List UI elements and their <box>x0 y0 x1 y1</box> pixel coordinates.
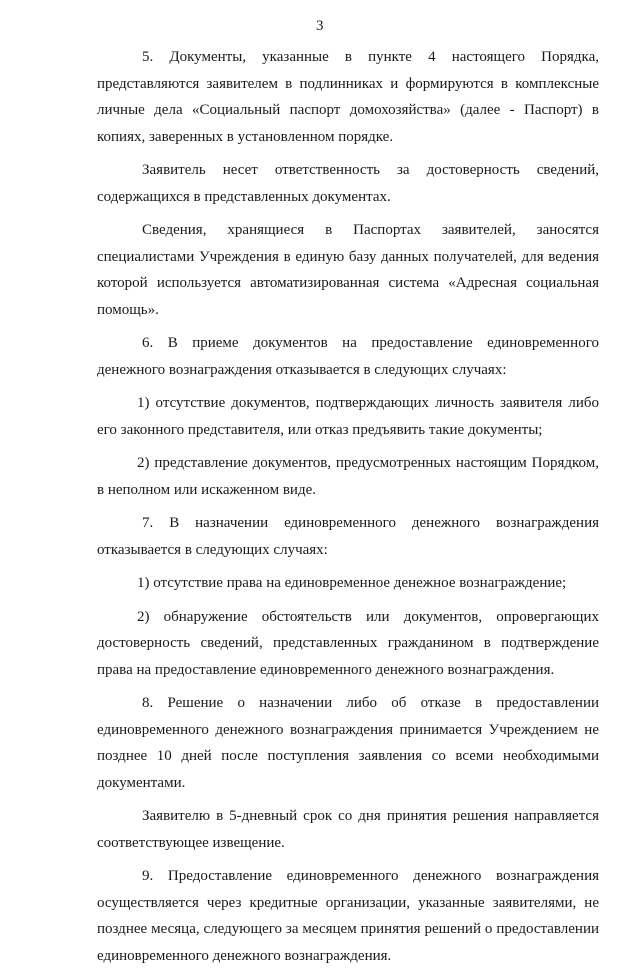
paragraph-6-refusal-intake: 6. В приеме документов на предоставление единовременного денежного вознаграждения отказывается в следующих случаях: <box>97 335 599 378</box>
paragraph-passport-data: Сведения, хранящиеся в Паспортах заявителей, заносятся специалистами Учреждения в единую базу данных получателей, для ведения которой используется автоматизированная система «Адресная социальная помощь». <box>97 222 599 318</box>
paragraph-applicant-responsibility: Заявитель несет ответственность за достоверность сведений, содержащихся в представленных документах. <box>97 162 599 205</box>
document-body <box>97 44 599 976</box>
paragraph-7-item-1: 1) отсутствие права на единовременное денежное вознаграждение; <box>137 575 567 591</box>
paragraph-9-payment: 9. Предоставление единовременного денежного вознаграждения осуществляется через кредитные организации, указанные заявителями, не позднее месяца, следующего за месяцем принятия решений о предоставлении единовременного денежного вознаграждения. <box>97 868 599 964</box>
paragraph-6-item-1: 1) отсутствие документов, подтверждающих личность заявителя либо его законного представителя, или отказ предъявить такие документы; <box>97 395 599 438</box>
paragraph-6-item-2: 2) представление документов, предусмотренных настоящим Порядком, в неполном или искаженном виде. <box>97 455 599 498</box>
paragraph-7-item-2: 2) обнаружение обстоятельств или документов, опровергающих достоверность сведений, представленных гражданином в подтверждение права на предоставление единовременного денежного вознаграждения. <box>97 608 599 678</box>
paragraph-5-documents: 5. Документы, указанные в пункте 4 настоящего Порядка, представляются заявителем в подлинниках и формируются в комплексные личные дела «Социальный паспорт домохозяйства» (далее - Паспорт) в копиях, заверенных в установленном порядке. <box>97 49 599 145</box>
page-number: 3 <box>316 18 324 34</box>
paragraph-8-decision: 8. Решение о назначении либо об отказе в предоставлении единовременного денежного вознаграждения принимается Учреждением не позднее 10 дней после поступления заявления со всеми необходимыми документами. <box>97 695 599 791</box>
paragraph-notification: Заявителю в 5-дневный срок со дня принятия решения направляется соответствующее извещение. <box>97 808 599 851</box>
paragraph-7-refusal-assignment: 7. В назначении единовременного денежного вознаграждения отказывается в следующих случаях: <box>97 515 599 558</box>
